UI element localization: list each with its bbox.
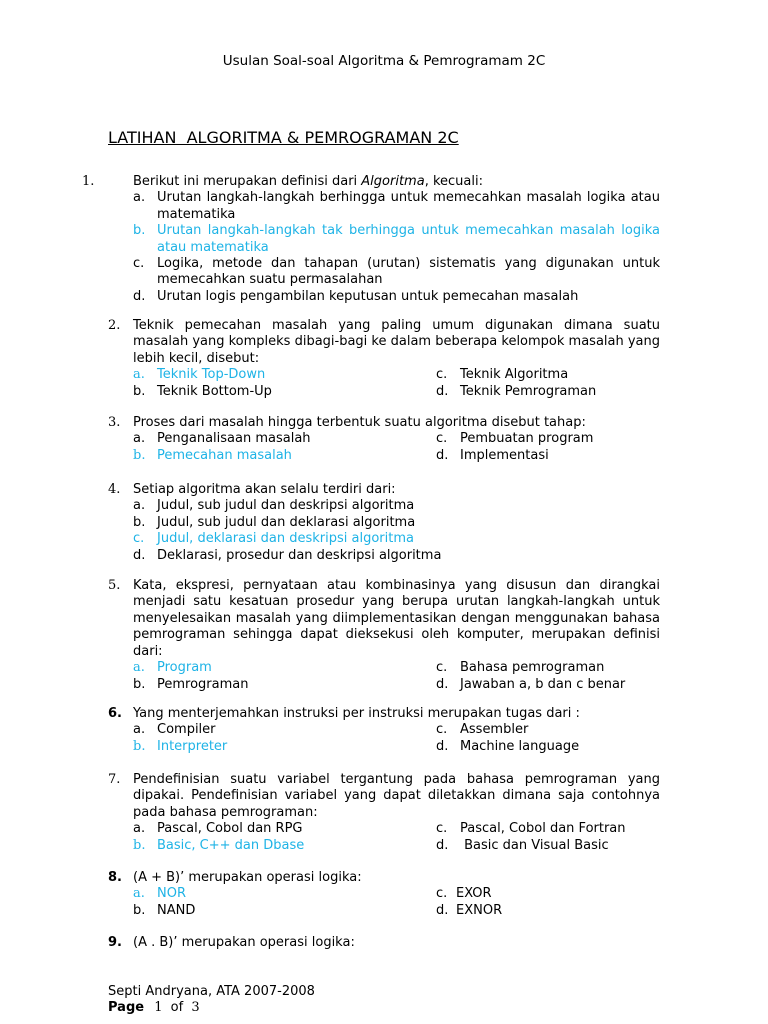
- option-d: d. EXNOR: [436, 903, 503, 919]
- question-number: 4.: [108, 482, 121, 497]
- question-9: [108, 935, 660, 951]
- page-counter: Page 1 of 3: [108, 1000, 200, 1015]
- question-3: [108, 415, 660, 465]
- question-stem: Setiap algoritma akan selalu terdiri dari:: [133, 482, 396, 497]
- option-c: c. Teknik Algoritma: [436, 367, 569, 383]
- question-stem: Proses dari masalah hingga terbentuk suatu algoritma disebut tahap:: [133, 415, 586, 430]
- question-stem: Berikut ini merupakan definisi dari Algoritma, kecuali:: [133, 174, 483, 189]
- option-d: d. Implementasi: [436, 448, 549, 464]
- question-number: 2.: [108, 318, 121, 333]
- question-stem: (A . B)’ merupakan operasi logika:: [133, 935, 355, 950]
- option-d: d. Urutan logis pengambilan keputusan untuk pemecahan masalah: [133, 288, 579, 304]
- option-c: c. EXOR: [436, 886, 492, 902]
- option-row: [133, 448, 660, 465]
- question-stem: Pendefinisian suatu variabel tergantung pada bahasa pemrograman yang dipakai. Pendefinisian variabel yang dapat diletakkan dimana saja contohnya pada bahasa pemrograman:: [133, 772, 660, 820]
- option-b-answer: b. Basic, C++ dan Dbase: [133, 838, 305, 854]
- question-number: 3.: [108, 415, 121, 430]
- question-stem: Yang menterjemahkan instruksi per instruksi merupakan tugas dari :: [133, 706, 580, 721]
- option-a-answer: a. Program: [133, 660, 212, 676]
- option-row: [133, 903, 660, 920]
- question-1: [82, 174, 660, 305]
- option-row: [133, 886, 660, 903]
- question-6: [108, 706, 660, 756]
- question-number: 9.: [108, 935, 122, 950]
- option-c: c. Logika, metode dan tahapan (urutan) sistematis yang digunakan untuk memecahkan suatu permasalahan: [133, 256, 660, 288]
- option-b: b. Pemrograman: [133, 677, 249, 693]
- option-b-answer: b. Urutan langkah-langkah tak berhingga untuk memecahkan masalah logika atau matematika: [133, 223, 660, 255]
- question-2: [108, 318, 660, 401]
- option-a: a. Judul, sub judul dan deskripsi algoritma: [133, 498, 415, 514]
- question-number: 6.: [108, 706, 122, 721]
- question-number: 1.: [82, 174, 95, 189]
- option-d: d. Deklarasi, prosedur dan deskripsi algoritma: [133, 547, 442, 563]
- option-row: [133, 722, 660, 739]
- option-d: d. Machine language: [436, 739, 580, 755]
- question-stem: Teknik pemecahan masalah yang paling umum digunakan dimana suatu masalah yang kompleks dibagi-bagi ke dalam beberapa kelompok masalah yang lebih kecil, disebut:: [133, 318, 661, 366]
- option-row: [133, 838, 660, 855]
- question-4: [108, 482, 660, 564]
- option-a: a. Urutan langkah-langkah berhingga untuk memecahkan masalah logika atau matematika: [133, 190, 660, 222]
- option-row: [133, 739, 660, 756]
- option-b: b. NAND: [133, 903, 196, 919]
- option-c: c. Bahasa pemrograman: [436, 660, 605, 676]
- option-a: a. Pascal, Cobol dan RPG: [133, 821, 303, 837]
- option-a-answer: a. Teknik Top-Down: [133, 367, 266, 383]
- option-a-answer: a. NOR: [133, 886, 186, 902]
- option-c-answer: c. Judul, deklarasi dan deskripsi algoritma: [133, 531, 414, 547]
- option-c: c. Assembler: [436, 722, 529, 738]
- option-d: d. Basic dan Visual Basic: [436, 838, 609, 854]
- page-header: Usulan Soal-soal Algoritma & Pemrogramam 2C: [222, 53, 546, 69]
- question-stem: Kata, ekspresi, pernyataan atau kombinasinya yang disusun dan dirangkai menjadi satu kesatuan prosedur yang berupa urutan langkah-langkah untuk menyelesaikan masalah yang diimplementasikan dengan menggunakan bahasa pemrograman sehingga dapat dieksekusi oleh komputer, merupakan definisi dari:: [133, 578, 660, 659]
- option-d: d. Teknik Pemrograman: [436, 384, 597, 400]
- footer-author: Septi Andryana, ATA 2007-2008: [108, 984, 315, 999]
- option-row: [133, 660, 660, 677]
- question-7: [108, 772, 660, 855]
- question-number: 5.: [108, 578, 121, 593]
- question-stem: (A + B)’ merupakan operasi logika:: [133, 870, 362, 885]
- option-row: [133, 384, 660, 401]
- option-row: [133, 367, 660, 384]
- option-a: a. Compiler: [133, 722, 216, 738]
- option-b: b. Teknik Bottom-Up: [133, 384, 272, 400]
- question-8: [108, 870, 660, 920]
- option-d: d. Jawaban a, b dan c benar: [436, 677, 626, 693]
- option-row: [133, 431, 660, 448]
- option-b-answer: b. Pemecahan masalah: [133, 448, 292, 464]
- question-number: 7.: [108, 772, 121, 787]
- question-number: 8.: [108, 870, 122, 885]
- option-c: c. Pembuatan program: [436, 431, 594, 447]
- option-row: [133, 677, 660, 694]
- option-b-answer: b. Interpreter: [133, 739, 228, 755]
- question-5: [108, 578, 660, 694]
- document-title: LATIHAN ALGORITMA & PEMROGRAMAN 2C: [108, 128, 459, 147]
- option-a: a. Penganalisaan masalah: [133, 431, 311, 447]
- option-row: [133, 821, 660, 838]
- option-b: b. Judul, sub judul dan deklarasi algoritma: [133, 514, 416, 530]
- page-footer: [108, 984, 315, 1016]
- option-c: c. Pascal, Cobol dan Fortran: [436, 821, 626, 837]
